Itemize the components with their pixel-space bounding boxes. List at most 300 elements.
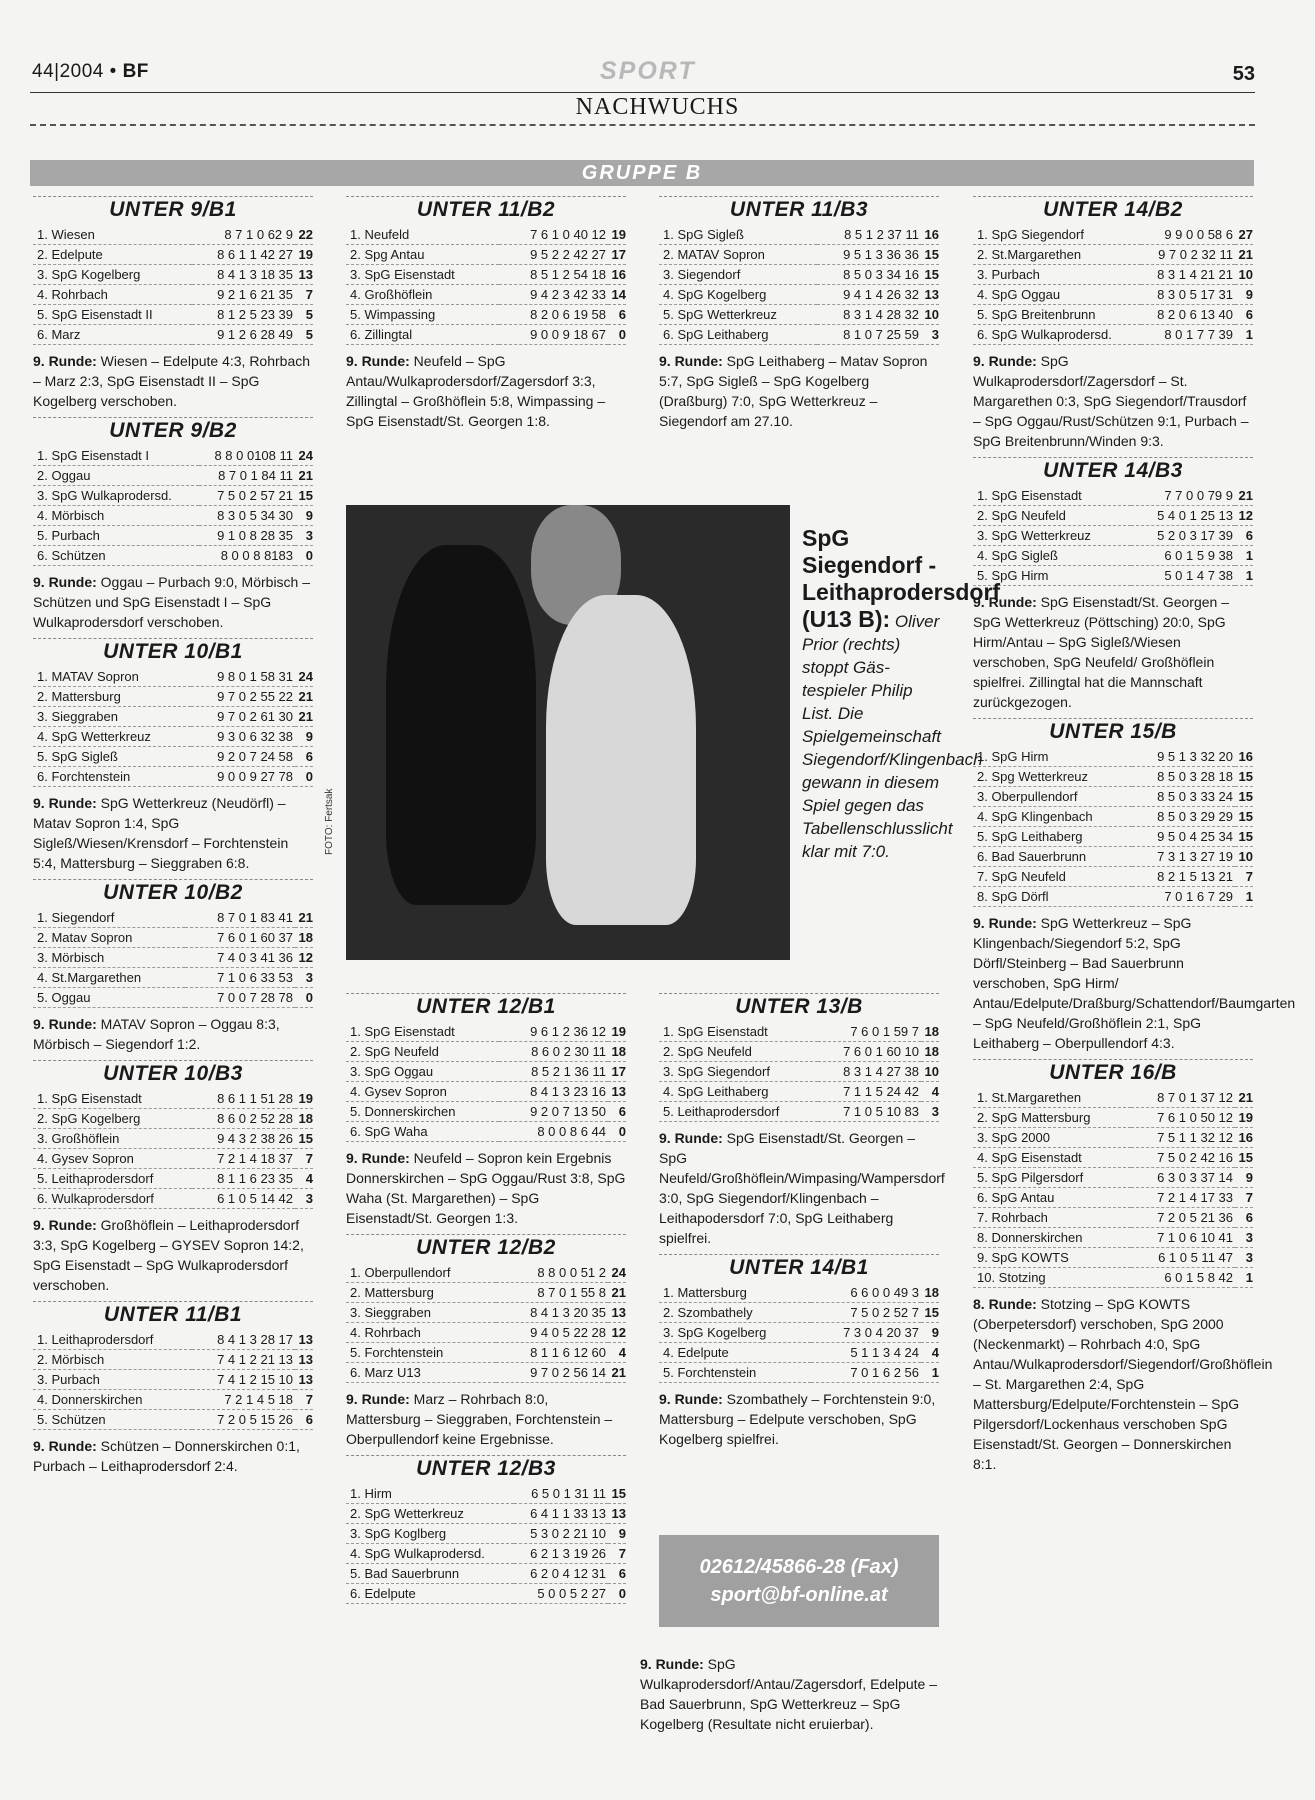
- team-stats: 9 1 0 8 28 35: [199, 526, 295, 546]
- team-points: 5: [295, 325, 313, 345]
- team-stats: 6 0 1 5 8 42: [1131, 1268, 1235, 1288]
- team-stats: 8 7 0 1 83 41: [185, 908, 295, 928]
- lower-left-column: [346, 993, 626, 1610]
- table-row: [33, 526, 313, 546]
- team-points: 16: [921, 225, 939, 245]
- table-row: [346, 1564, 626, 1584]
- team-stats: 9 6 1 2 36 12: [499, 1022, 608, 1042]
- team-stats: 6 4 1 1 33 13: [514, 1504, 608, 1524]
- team-name: 6. Edelpute: [346, 1584, 514, 1604]
- team-points: 3: [921, 325, 939, 345]
- team-stats: 9 0 0 9 27 78: [191, 767, 295, 787]
- table-row: [973, 827, 1253, 847]
- team-name: 6. Marz U13: [346, 1363, 496, 1383]
- team-name: 1. Hirm: [346, 1484, 514, 1504]
- table-row: [973, 1268, 1253, 1288]
- team-stats: 7 0 1 6 2 56: [811, 1363, 921, 1383]
- column-4: [973, 196, 1296, 1480]
- team-stats: 7 0 1 6 7 29: [1132, 887, 1235, 907]
- league-title: UNTER 14/B1: [659, 1254, 939, 1281]
- round-results: 9. Runde: Marz – Rohrbach 8:0, Mattersburg – Sieggraben, Forchtenstein – Oberpullendorf keine Ergebnisse.: [346, 1391, 613, 1447]
- team-name: 5. SpG Breitenbrunn: [973, 305, 1141, 325]
- team-name: 8. SpG Dörfl: [973, 887, 1132, 907]
- team-name: 1. MATAV Sopron: [33, 667, 191, 687]
- team-name: 3. Sieggraben: [33, 707, 191, 727]
- last-round-results: 9. Runde: SpG Wulkaprodersdorf/Antau/Zagersdorf, Edelpute – Bad Sauerbrunn, SpG Wetterkreuz – SpG Kogelberg (Resultate nicht eruierbar).: [640, 1656, 938, 1732]
- team-stats: 7 4 0 3 41 36: [185, 948, 295, 968]
- team-name: 4. Mörbisch: [33, 506, 199, 526]
- table-row: [346, 1504, 626, 1524]
- team-name: 3. SpG Siegendorf: [659, 1062, 818, 1082]
- team-name: 4. SpG Sigleß: [973, 546, 1131, 566]
- team-stats: 7 0 0 7 28 78: [185, 988, 295, 1008]
- table-row: [33, 1370, 313, 1390]
- table-row: [346, 1062, 626, 1082]
- team-stats: 8 1 0 7 25 59: [817, 325, 921, 345]
- team-points: 10: [921, 1062, 939, 1082]
- team-stats: 7 5 0 2 52 7: [811, 1303, 921, 1323]
- team-stats: 8 5 0 3 33 24: [1132, 787, 1235, 807]
- team-points: 1: [1235, 1268, 1253, 1288]
- league-table: [346, 196, 626, 431]
- table-row: [346, 1122, 626, 1142]
- league-table: [973, 718, 1296, 1053]
- team-stats: 7 3 0 4 20 37: [811, 1323, 921, 1343]
- page-header: [0, 55, 1315, 95]
- team-stats: 7 2 1 4 5 18: [192, 1390, 295, 1410]
- team-name: 3. SpG Kogelberg: [659, 1323, 811, 1343]
- team-name: 7. SpG Neufeld: [973, 867, 1132, 887]
- team-stats: 9 5 1 3 32 20: [1132, 747, 1235, 767]
- table-row: [973, 245, 1253, 265]
- team-points: 1: [1235, 546, 1253, 566]
- team-stats: 5 2 0 3 17 39: [1131, 526, 1235, 546]
- league-table: [973, 1059, 1273, 1474]
- table-row: [659, 285, 939, 305]
- team-name: 5. Forchtenstein: [346, 1343, 496, 1363]
- team-points: 19: [295, 1089, 313, 1109]
- team-name: 5. Oggau: [33, 988, 185, 1008]
- section-title: SPORT: [600, 57, 696, 85]
- table-row: [346, 1102, 626, 1122]
- table-row: [346, 1303, 626, 1323]
- team-stats: 7 2 0 5 21 36: [1131, 1208, 1235, 1228]
- team-name: 5. Forchtenstein: [659, 1363, 811, 1383]
- team-points: 7: [1235, 867, 1253, 887]
- table-row: [659, 1082, 939, 1102]
- team-stats: 9 5 2 2 42 27: [499, 245, 608, 265]
- team-name: 3. SpG Eisenstadt: [346, 265, 499, 285]
- team-points: 9: [1235, 1168, 1253, 1188]
- table-row: [346, 325, 626, 345]
- team-name: 5. Leithaprodersdorf: [659, 1102, 818, 1122]
- team-points: 3: [1235, 1248, 1253, 1268]
- column-1: [33, 196, 313, 1482]
- team-points: 18: [608, 1042, 626, 1062]
- team-points: 21: [295, 707, 313, 727]
- table-row: [33, 988, 313, 1008]
- league-table: [33, 638, 313, 873]
- round-results: 8. Runde: Stotzing – SpG KOWTS (Oberpetersdorf) verschoben, SpG 2000 (Neckenmarkt) – Rohrbach 4:0, SpG Antau/Wulkaprodersdorf/Siegendorf/Großhöflein – St. Margarethen 2:4, SpG Mattersburg/Edelpute/Forchtenstein – SpG Pilgersdorf/Lockenhaus verschoben SpG Eisenstadt/St. Georgen – Donnerskirchen 8:1.: [973, 1296, 1273, 1472]
- league-title: UNTER 14/B3: [973, 457, 1253, 484]
- team-points: 7: [295, 1390, 313, 1410]
- team-stats: 8 8 0 0108 11: [199, 446, 295, 466]
- table-row: [973, 867, 1253, 887]
- table-row: [33, 245, 313, 265]
- table-row: [33, 687, 313, 707]
- team-points: 0: [608, 1584, 626, 1604]
- team-name: 4. Donnerskirchen: [33, 1390, 192, 1410]
- team-stats: 7 5 0 2 57 21: [199, 486, 295, 506]
- team-name: 4. SpG Oggau: [973, 285, 1141, 305]
- team-points: 4: [608, 1343, 626, 1363]
- team-points: 12: [608, 1323, 626, 1343]
- team-points: 7: [295, 1149, 313, 1169]
- league-title: UNTER 12/B3: [346, 1455, 626, 1482]
- table-row: [659, 325, 939, 345]
- team-points: 18: [921, 1022, 939, 1042]
- table-row: [346, 1524, 626, 1544]
- table-row: [973, 767, 1253, 787]
- team-name: 1. Oberpullendorf: [346, 1263, 496, 1283]
- table-row: [33, 1089, 313, 1109]
- page-number: 53: [1232, 63, 1255, 85]
- match-photo: [346, 505, 790, 960]
- round-results: 9. Runde: Wiesen – Edelpute 4:3, Rohrbach – Marz 2:3, SpG Eisenstadt II – SpG Kogelberg verschoben.: [33, 353, 311, 409]
- table-row: [973, 1188, 1253, 1208]
- team-name: 2. St.Margarethen: [973, 245, 1141, 265]
- team-name: 2. Spg Wetterkreuz: [973, 767, 1132, 787]
- team-points: 21: [295, 466, 313, 486]
- team-points: 15: [1235, 807, 1253, 827]
- team-name: 1. SpG Hirm: [973, 747, 1132, 767]
- team-stats: 8 1 2 5 23 39: [192, 305, 295, 325]
- table-row: [33, 1169, 313, 1189]
- photo-credit: FOTO: Fertsak: [324, 788, 335, 855]
- team-name: 4. St.Margarethen: [33, 968, 185, 988]
- team-points: 13: [921, 285, 939, 305]
- page-subtitle: NACHWUCHS: [575, 94, 740, 120]
- team-stats: 8 5 1 2 37 11: [817, 225, 921, 245]
- team-points: 3: [295, 526, 313, 546]
- team-stats: 8 2 1 5 13 21: [1132, 867, 1235, 887]
- round-results: 9. Runde: Neufeld – SpG Antau/Wulkaprodersdorf/Zagersdorf 3:3, Zillingtal – Großhöflein 5:8, Wimpassing – SpG Eisenstadt/St. Georgen 1:8.: [346, 353, 606, 429]
- team-points: 0: [295, 988, 313, 1008]
- team-points: 15: [295, 1129, 313, 1149]
- team-points: 15: [1235, 767, 1253, 787]
- team-stats: 7 1 0 5 10 83: [818, 1102, 921, 1122]
- table-row: [659, 1343, 939, 1363]
- photo-caption: [802, 525, 1001, 863]
- team-points: 0: [608, 1122, 626, 1142]
- team-points: 10: [1235, 265, 1253, 285]
- team-points: 4: [921, 1082, 939, 1102]
- table-row: [346, 1343, 626, 1363]
- table-row: [973, 807, 1253, 827]
- team-points: 6: [1235, 526, 1253, 546]
- team-points: 15: [921, 245, 939, 265]
- team-name: 6. SpG Waha: [346, 1122, 499, 1142]
- table-row: [973, 1168, 1253, 1188]
- team-points: 1: [1235, 566, 1253, 586]
- team-stats: 8 2 0 6 19 58: [499, 305, 608, 325]
- team-points: 13: [295, 1370, 313, 1390]
- table-row: [346, 1263, 626, 1283]
- team-points: 6: [1235, 305, 1253, 325]
- team-name: 2. MATAV Sopron: [659, 245, 817, 265]
- team-stats: 8 0 1 7 7 39: [1141, 325, 1235, 345]
- team-stats: 7 1 0 6 33 53: [185, 968, 295, 988]
- team-name: 2. Mattersburg: [33, 687, 191, 707]
- team-name: 3. SpG Oggau: [346, 1062, 499, 1082]
- team-points: 15: [1235, 1148, 1253, 1168]
- team-points: 6: [608, 305, 626, 325]
- team-name: 5. SpG Hirm: [973, 566, 1131, 586]
- table-row: [33, 506, 313, 526]
- table-row: [346, 245, 626, 265]
- team-name: 1. SpG Eisenstadt: [33, 1089, 192, 1109]
- table-row: [33, 446, 313, 466]
- team-stats: 8 4 1 3 20 35: [496, 1303, 608, 1323]
- team-stats: 9 7 0 2 61 30: [191, 707, 295, 727]
- team-name: 5. Leithaprodersdorf: [33, 1169, 192, 1189]
- table-row: [659, 1323, 939, 1343]
- league-title: UNTER 11/B1: [33, 1301, 313, 1328]
- team-stats: 5 3 0 2 21 10: [514, 1524, 608, 1544]
- team-name: 1. SpG Eisenstadt: [346, 1022, 499, 1042]
- team-stats: 8 2 0 6 13 40: [1141, 305, 1235, 325]
- team-name: 2. Matav Sopron: [33, 928, 185, 948]
- table-row: [973, 325, 1253, 345]
- team-points: 0: [295, 767, 313, 787]
- table-row: [659, 1022, 939, 1042]
- team-points: 18: [295, 928, 313, 948]
- team-stats: 6 5 0 1 31 11: [514, 1484, 608, 1504]
- team-points: 6: [608, 1564, 626, 1584]
- dashed-rule: [30, 124, 1255, 126]
- team-points: 13: [608, 1082, 626, 1102]
- table-row: [33, 948, 313, 968]
- team-name: 3. Oberpullendorf: [973, 787, 1132, 807]
- league-title: UNTER 10/B2: [33, 879, 313, 906]
- header-rule: [30, 92, 1255, 93]
- caption-text: Oliver Prior (rechts) stoppt Gäs-tespieler Philip List. Die Spielgemeinschaft Siegendorf/Klingenbach gewann in diesem Spiel gegen das Tabellenschlusslicht klar mit 7:0.: [802, 612, 983, 861]
- league-title: UNTER 10/B3: [33, 1060, 313, 1087]
- team-name: 1. SpG Eisenstadt: [973, 486, 1131, 506]
- team-points: 6: [1235, 1208, 1253, 1228]
- team-name: 2. SpG Neufeld: [659, 1042, 818, 1062]
- team-stats: 7 5 0 2 42 16: [1131, 1148, 1235, 1168]
- round-results: 9. Runde: SpG Eisenstadt/St. Georgen – SpG Wetterkreuz (Pöttsching) 20:0, SpG Hirm/Antau – SpG Sigleß/Wiesen verschoben, SpG Neufeld/ Großhöflein spielfrei. Zillingtal hat die Mannschaft zurückgezogen.: [973, 594, 1230, 710]
- team-points: 1: [1235, 325, 1253, 345]
- team-points: 6: [295, 1410, 313, 1430]
- team-name: 6. Marz: [33, 325, 192, 345]
- team-stats: 6 0 1 5 9 38: [1131, 546, 1235, 566]
- table-row: [973, 265, 1253, 285]
- league-title: UNTER 13/B: [659, 993, 939, 1020]
- player-light-figure: [546, 595, 696, 925]
- table-row: [33, 486, 313, 506]
- table-row: [33, 285, 313, 305]
- league-table: [33, 879, 313, 1054]
- league-table: [33, 196, 313, 411]
- table-row: [33, 727, 313, 747]
- team-stats: 9 7 0 2 32 11: [1141, 245, 1235, 265]
- team-name: 3. Mörbisch: [33, 948, 185, 968]
- team-name: 1. Leithaprodersdorf: [33, 1330, 192, 1350]
- team-stats: 7 4 1 2 15 10: [192, 1370, 295, 1390]
- table-row: [973, 1088, 1253, 1108]
- league-table: [659, 1254, 939, 1449]
- table-row: [33, 1189, 313, 1209]
- team-points: 21: [1235, 245, 1253, 265]
- team-stats: 9 4 1 4 26 32: [817, 285, 921, 305]
- team-stats: 5 0 0 5 2 27: [514, 1584, 608, 1604]
- table-row: [973, 546, 1253, 566]
- team-name: 2. SpG Neufeld: [973, 506, 1131, 526]
- team-name: 3. Sieggraben: [346, 1303, 496, 1323]
- caption-headline: SpG Siegendorf - Leithaprodersdorf (U13 B):: [802, 525, 1001, 632]
- team-points: 19: [295, 245, 313, 265]
- team-stats: 6 2 1 3 19 26: [514, 1544, 608, 1564]
- league-title: UNTER 12/B1: [346, 993, 626, 1020]
- team-name: 6. Schützen: [33, 546, 199, 566]
- team-name: 2. Szombathely: [659, 1303, 811, 1323]
- team-name: 6. SpG Wulkaprodersd.: [973, 325, 1141, 345]
- team-name: 3. Purbach: [33, 1370, 192, 1390]
- team-points: 6: [608, 1102, 626, 1122]
- team-stats: 7 6 0 1 60 37: [185, 928, 295, 948]
- table-row: [346, 1484, 626, 1504]
- team-name: 10. Stotzing: [973, 1268, 1131, 1288]
- team-stats: 9 4 3 2 38 26: [192, 1129, 295, 1149]
- round-results: 9. Runde: SpG Wetterkreuz – SpG Klingenbach/Siegendorf 5:2, SpG Dörfl/Steinberg – Bad Sauerbrunn verschoben, SpG Hirm/ Antau/Edelpute/Draßburg/Schattendorf/Baumgarten – SpG Neufeld/Großhöflein 2:1, SpG Leithaberg – Oberpullendorf 4:3.: [973, 915, 1296, 1051]
- team-stats: 8 3 0 5 17 31: [1141, 285, 1235, 305]
- team-points: 9: [295, 727, 313, 747]
- table-row: [973, 285, 1253, 305]
- league-title: UNTER 9/B2: [33, 417, 313, 444]
- team-stats: 9 7 0 2 55 22: [191, 687, 295, 707]
- round-results: 9. Runde: SpG Wetterkreuz (Neudörfl) – Matav Sopron 1:4, SpG Sigleß/Wiesen/Krensdorf – Forchtenstein 5:4, Mattersburg – Sieggraben 6:8.: [33, 795, 289, 871]
- table-row: [346, 1584, 626, 1604]
- team-name: 1. SpG Eisenstadt I: [33, 446, 199, 466]
- team-name: 5. SpG Wetterkreuz: [659, 305, 817, 325]
- team-points: 22: [295, 225, 313, 245]
- table-row: [973, 1148, 1253, 1168]
- table-row: [659, 305, 939, 325]
- league-title: UNTER 9/B1: [33, 196, 313, 223]
- team-points: 21: [295, 687, 313, 707]
- team-points: 27: [1235, 225, 1253, 245]
- team-name: 3. SpG Koglberg: [346, 1524, 514, 1544]
- table-row: [33, 325, 313, 345]
- table-row: [659, 1062, 939, 1082]
- team-points: 3: [295, 968, 313, 988]
- round-results: 9. Runde: SpG Leithaberg – Matav Sopron 5:7, SpG Sigleß – SpG Kogelberg (Draßburg) 7:0, SpG Wetterkreuz – Siegendorf am 27.10.: [659, 353, 928, 429]
- table-row: [973, 1228, 1253, 1248]
- table-row: [33, 968, 313, 988]
- team-stats: 8 3 1 4 21 21: [1141, 265, 1235, 285]
- team-stats: 8 3 0 5 34 30: [199, 506, 295, 526]
- league-title: UNTER 15/B: [973, 718, 1253, 745]
- team-stats: 7 1 1 5 24 42: [818, 1082, 921, 1102]
- team-stats: 5 0 1 4 7 38: [1131, 566, 1235, 586]
- team-stats: 8 1 1 6 23 35: [192, 1169, 295, 1189]
- team-stats: 9 8 0 1 58 31: [191, 667, 295, 687]
- team-stats: 9 2 0 7 13 50: [499, 1102, 608, 1122]
- team-points: 16: [608, 265, 626, 285]
- team-name: 6. Forchtenstein: [33, 767, 191, 787]
- team-name: 2. SpG Wetterkreuz: [346, 1504, 514, 1524]
- team-points: 7: [608, 1544, 626, 1564]
- team-stats: 6 6 0 0 49 3: [811, 1283, 921, 1303]
- team-stats: 8 7 1 0 62 9: [192, 225, 295, 245]
- team-name: 1. Siegendorf: [33, 908, 185, 928]
- team-stats: 8 6 0 2 30 11: [499, 1042, 608, 1062]
- table-row: [659, 1102, 939, 1122]
- team-points: 17: [608, 245, 626, 265]
- table-row: [973, 566, 1253, 586]
- table-row: [33, 908, 313, 928]
- league-table: [33, 1301, 313, 1476]
- table-row: [973, 486, 1253, 506]
- team-points: 16: [1235, 747, 1253, 767]
- email-address[interactable]: sport@bf-online.at: [710, 1584, 888, 1606]
- round-results: 9. Runde: Oggau – Purbach 9:0, Mörbisch – Schützen und SpG Eisenstadt I – SpG Wulkaprodersdorf verschoben.: [33, 574, 311, 630]
- table-row: [33, 667, 313, 687]
- team-name: 4. Rohrbach: [33, 285, 192, 305]
- fax-number: 02612/45866-28 (Fax): [699, 1556, 899, 1578]
- league-table: [346, 1455, 626, 1604]
- team-name: 2. Spg Antau: [346, 245, 499, 265]
- team-points: 15: [1235, 827, 1253, 847]
- table-row: [973, 225, 1253, 245]
- team-name: 5. SpG Pilgersdorf: [973, 1168, 1131, 1188]
- player-dark-figure: [386, 545, 536, 905]
- team-name: 1. Wiesen: [33, 225, 192, 245]
- team-stats: 8 5 0 3 34 16: [817, 265, 921, 285]
- table-row: [33, 1129, 313, 1149]
- table-row: [33, 225, 313, 245]
- team-points: 15: [921, 1303, 939, 1323]
- team-stats: 8 7 0 1 55 8: [496, 1283, 608, 1303]
- table-row: [33, 546, 313, 566]
- team-name: 8. Donnerskirchen: [973, 1228, 1131, 1248]
- column-2: [346, 196, 626, 437]
- team-stats: 8 0 0 8 6 44: [499, 1122, 608, 1142]
- team-points: 7: [295, 285, 313, 305]
- team-points: 21: [608, 1283, 626, 1303]
- table-row: [33, 1109, 313, 1129]
- table-row: [33, 928, 313, 948]
- team-stats: 8 5 2 1 36 11: [499, 1062, 608, 1082]
- team-points: 9: [921, 1323, 939, 1343]
- team-name: 1. SpG Siegendorf: [973, 225, 1141, 245]
- group-banner: GRUPPE B: [30, 160, 1254, 186]
- team-points: 3: [921, 1102, 939, 1122]
- team-name: 5. SpG Eisenstadt II: [33, 305, 192, 325]
- team-stats: 6 1 0 5 11 47: [1131, 1248, 1235, 1268]
- table-row: [33, 1350, 313, 1370]
- team-name: 5. Purbach: [33, 526, 199, 546]
- team-stats: 6 3 0 3 37 14: [1131, 1168, 1235, 1188]
- team-points: 12: [295, 948, 313, 968]
- team-points: 0: [608, 325, 626, 345]
- team-name: 3. Siegendorf: [659, 265, 817, 285]
- team-stats: 9 7 0 2 56 14: [496, 1363, 608, 1383]
- league-title: UNTER 14/B2: [973, 196, 1253, 223]
- team-stats: 9 5 0 4 25 34: [1132, 827, 1235, 847]
